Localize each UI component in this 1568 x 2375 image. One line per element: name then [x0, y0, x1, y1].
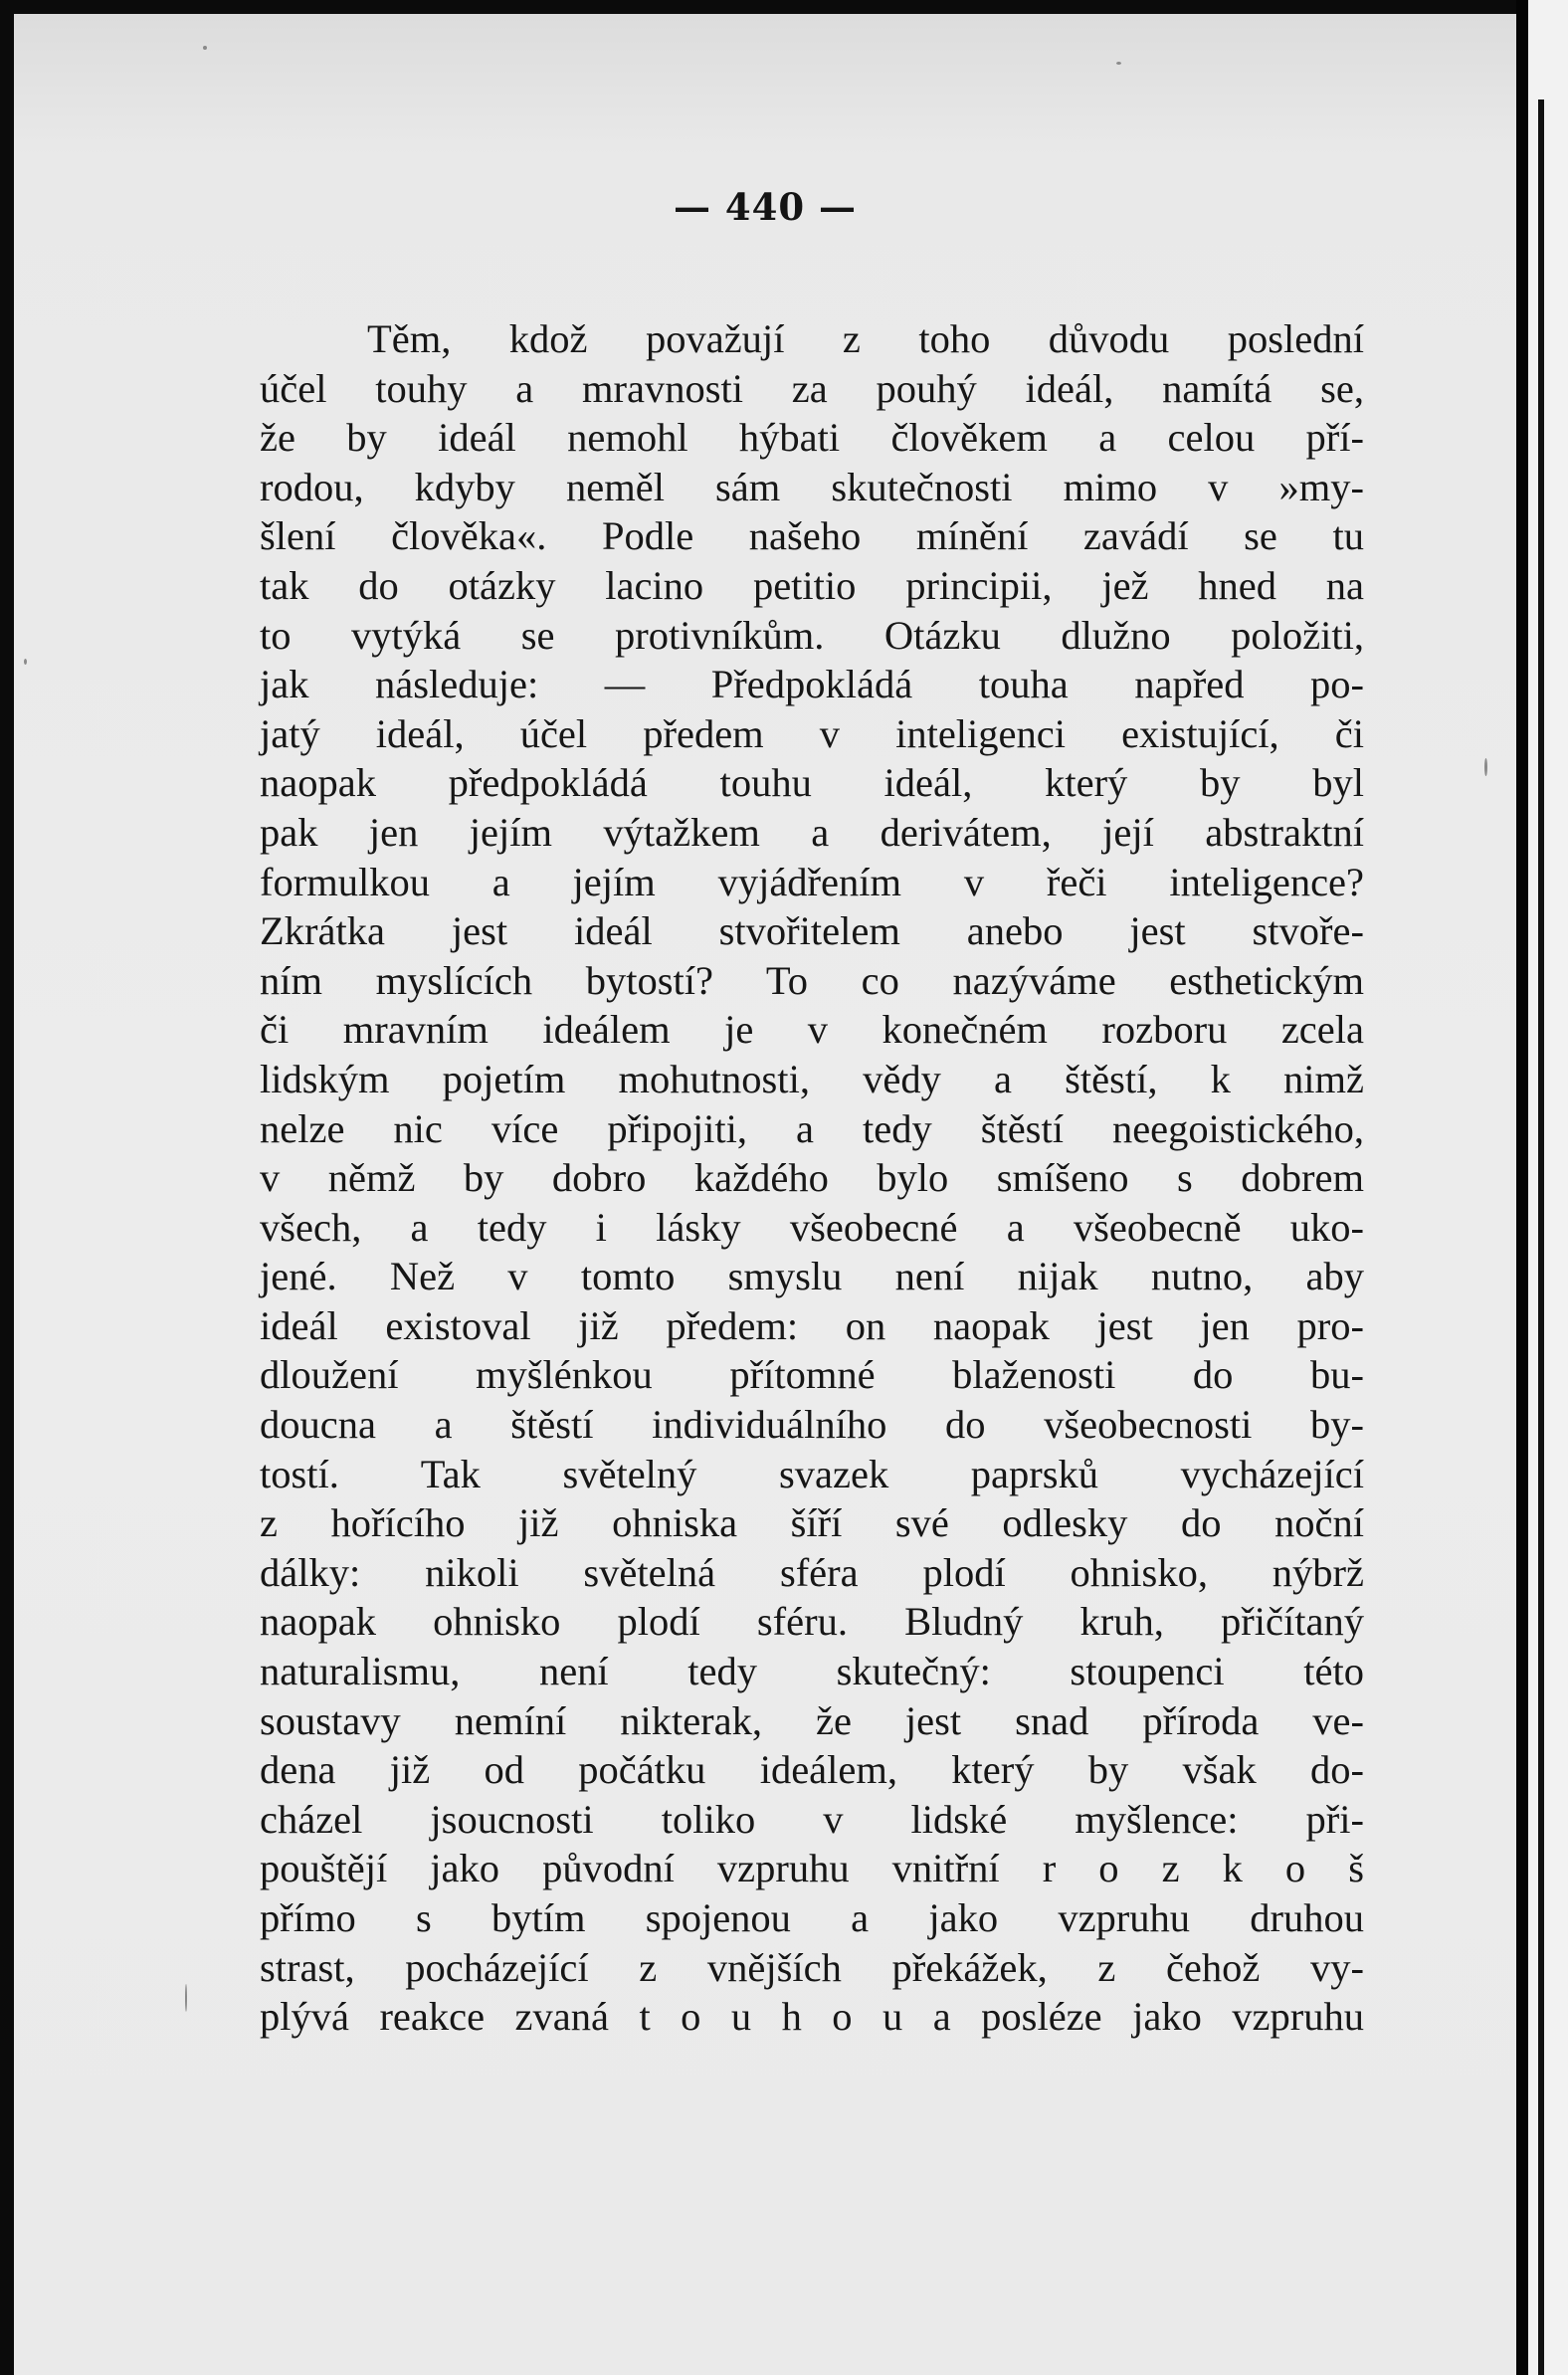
text-line: doucna a štěstí individuálního do všeobecnosti by-: [260, 1402, 1364, 1448]
text-line: strast, pocházející z vnějších překážek, z čehož vy-: [260, 1944, 1364, 1990]
text-line: formulkou a jejím vyjádřením v řeči inteligence?: [260, 859, 1364, 904]
text-line: jené. Než v tomto smyslu není nijak nutno, aby: [260, 1254, 1364, 1299]
text-line: jak následuje: — Předpokládá touha napřed po-: [260, 662, 1364, 707]
text-line: tostí. Tak světelný svazek paprsků vycházející: [260, 1451, 1364, 1496]
text-line: dloužení myšlénkou přítomné blaženosti do bu-: [260, 1352, 1364, 1398]
text-line: či mravním ideálem je v konečném rozboru zcela: [260, 1007, 1364, 1053]
text-line: to vytýká se protivníkům. Otázku dlužno položiti,: [260, 612, 1364, 658]
text-line: plývá reakce zvaná t o u h o u a posléze jako vzpruhu: [260, 1994, 1364, 2040]
text-line: pouštějí jako původní vzpruhu vnitřní r o z k o š: [260, 1846, 1364, 1891]
text-line: cházel jsoucnosti toliko v lidské myšlence: při-: [260, 1796, 1364, 1842]
book-page: [14, 14, 1516, 2375]
text-line: Zkrátka jest ideál stvořitelem anebo jest stvoře-: [260, 908, 1364, 954]
paper-speck: [203, 46, 207, 50]
text-line: jatý ideál, účel předem v inteligenci existující, či: [260, 710, 1364, 756]
text-line: ideál existoval již předem: on naopak jest jen pro-: [260, 1302, 1364, 1348]
text-line: v němž by dobro každého bylo smíšeno s dobrem: [260, 1155, 1364, 1201]
text-line: Těm, kdož považují z toho důvodu poslední: [367, 316, 1364, 361]
text-line: naopak ohnisko plodí sféru. Bludný kruh, přičítaný: [260, 1599, 1364, 1645]
body-text: [260, 314, 1364, 2042]
text-line: soustavy nemíní nikterak, že jest snad příroda ve-: [260, 1697, 1364, 1743]
text-line: nelze nic více připojiti, a tedy štěstí neegoistického,: [260, 1105, 1364, 1151]
paper-speck: [1116, 62, 1121, 65]
text-line: účel touhy a mravnosti za pouhý ideál, namítá se,: [260, 365, 1364, 411]
text-line: že by ideál nemohl hýbati člověkem a celou pří-: [260, 415, 1364, 461]
text-line: rodou, kdyby neměl sám skutečnosti mimo v »my-: [260, 464, 1364, 509]
text-line: tak do otázky lacino petitio principii, jež hned na: [260, 562, 1364, 608]
paper-speck: [24, 659, 27, 665]
text-line: naturalismu, není tedy skutečný: stoupenci této: [260, 1649, 1364, 1694]
text-line: všech, a tedy i lásky všeobecné a všeobecně uko-: [260, 1204, 1364, 1250]
page-number: — 440 —: [674, 185, 857, 229]
text-line: ním myslících bytostí? To co nazýváme esthetickým: [260, 957, 1364, 1003]
text-line: šlení člověka«. Podle našeho mínění zavádí se tu: [260, 513, 1364, 559]
text-line: dálky: nikoli světelná sféra plodí ohnisko, nýbrž: [260, 1549, 1364, 1595]
paper-speck: [1484, 758, 1487, 776]
text-line: z hořícího již ohniska šíří své odlesky do noční: [260, 1500, 1364, 1546]
paper-speck: [185, 1984, 187, 2012]
text-line: dena již od počátku ideálem, který by však do-: [260, 1747, 1364, 1793]
spine-shadow-line: [1538, 99, 1544, 2375]
text-line: lidským pojetím mohutnosti, vědy a štěstí, k nimž: [260, 1056, 1364, 1101]
text-line: pak jen jejím výtažkem a derivátem, její abstraktní: [260, 809, 1364, 855]
text-line: naopak předpokládá touhu ideál, který by byl: [260, 760, 1364, 806]
text-line: přímo s bytím spojenou a jako vzpruhu druhou: [260, 1895, 1364, 1940]
